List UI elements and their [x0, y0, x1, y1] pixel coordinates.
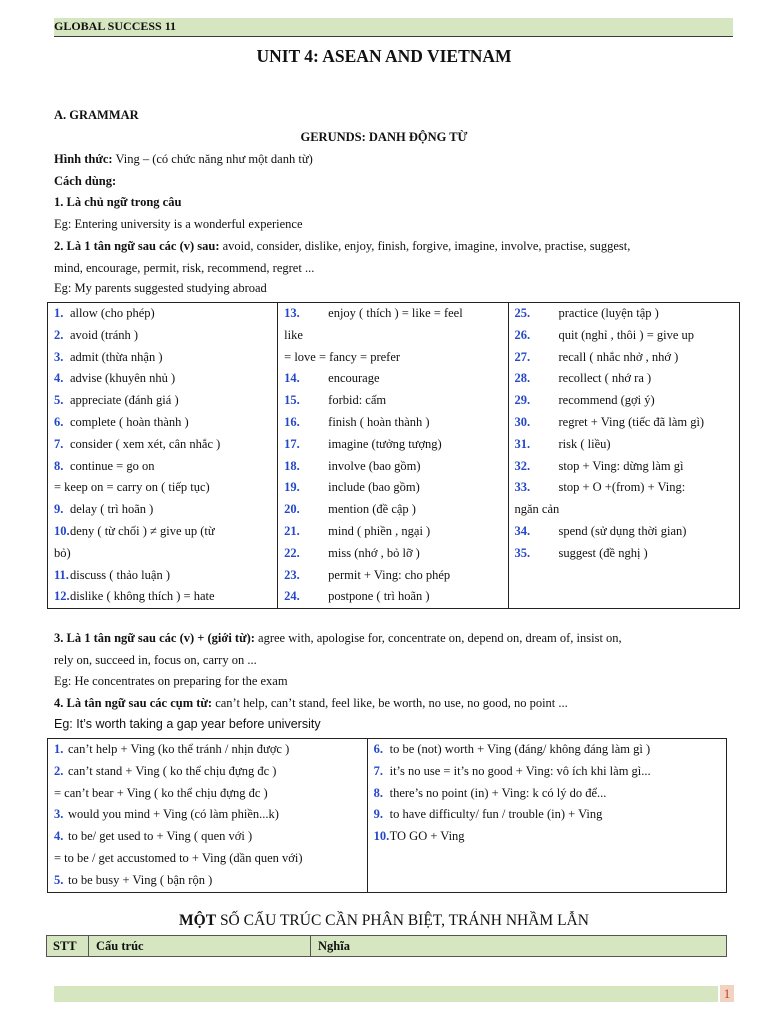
list-item	[509, 303, 740, 325]
item-text: = can’t bear + Ving ( ko thể chịu đựng đc )	[54, 785, 268, 800]
item-number: 23.	[284, 567, 300, 582]
gerunds-title: GERUNDS: DANH ĐỘNG TỪ	[300, 130, 468, 144]
item-text: TO GO + Ving	[389, 829, 465, 844]
item-number: 8.	[373, 785, 383, 800]
item-number: 17.	[284, 436, 300, 451]
form-label: Hình thức:	[54, 152, 113, 166]
list-item	[48, 870, 367, 892]
item-text: quit (nghỉ , thôi ) = give up	[558, 327, 695, 342]
list-item	[509, 412, 740, 434]
item-text: spend (sử dụng thời gian)	[558, 523, 687, 538]
item-text: dislike ( không thích ) = hate	[70, 589, 215, 604]
list-item	[509, 543, 740, 565]
item-text: there’s no point (in) + Ving: k có lý do để...	[389, 785, 607, 800]
item-number: 32.	[514, 458, 531, 473]
list-item	[278, 325, 507, 347]
item-text: mention (đề cập )	[328, 502, 416, 517]
item-text: enjoy ( thích ) = like = feel	[328, 306, 463, 320]
use4-example: Eg: It’s worth taking a gap year before university	[54, 717, 321, 731]
use1-example: Eg: Entering university is a wonderful experience	[54, 217, 303, 231]
list-item	[48, 499, 277, 521]
item-number: 9.	[54, 502, 64, 517]
item-text: stop + O +(from) + Ving:	[558, 480, 686, 495]
list-item	[509, 325, 740, 347]
list-item	[368, 826, 726, 848]
item-number: 3.	[54, 349, 64, 364]
item-text: include (bao gồm)	[328, 480, 420, 495]
item-number: 21.	[284, 523, 300, 538]
list-item	[278, 565, 507, 587]
structures-title-rest: SỐ CẤU TRÚC CẦN PHÂN BIỆT, TRÁNH NHẦM LẪN	[216, 912, 589, 929]
list-item	[278, 456, 507, 478]
verbs-col3	[508, 303, 740, 609]
structures-table-header	[46, 935, 727, 957]
col-stt: STT	[53, 939, 77, 953]
item-number: 26.	[514, 327, 531, 342]
item-text: involve (bao gồm)	[328, 458, 421, 473]
item-text: miss (nhớ , bỏ lỡ )	[328, 545, 420, 560]
item-number: 2.	[54, 327, 64, 342]
use1-heading: 1. Là chủ ngữ trong câu	[54, 195, 182, 209]
item-number: 16.	[284, 414, 300, 429]
use3-example: Eg: He concentrates on preparing for the exam	[54, 674, 288, 688]
item-text: complete ( hoàn thành )	[70, 414, 189, 429]
list-item	[278, 434, 507, 456]
list-item	[278, 390, 507, 412]
item-text: recollect ( nhớ ra )	[558, 371, 652, 386]
list-item	[278, 543, 507, 565]
item-number: 12.	[54, 589, 70, 604]
form-text: Ving – (có chức năng như một danh từ)	[112, 152, 313, 166]
use4-text: can’t help, can’t stand, feel like, be worth, no use, no good, no point ...	[212, 696, 568, 710]
item-number: 33.	[514, 480, 531, 495]
item-text: suggest (đề nghị )	[558, 545, 648, 560]
use2-example: Eg: My parents suggested studying abroad	[54, 281, 267, 295]
item-number: 1.	[54, 306, 64, 320]
item-text: risk ( liều)	[558, 436, 611, 451]
list-item	[368, 804, 726, 826]
list-item	[48, 783, 367, 805]
footer-band	[54, 986, 718, 1002]
verbs-col2	[278, 303, 508, 609]
item-number: 31.	[514, 436, 531, 451]
item-text: imagine (tưởng tượng)	[328, 436, 442, 451]
item-number: 9.	[373, 807, 383, 822]
list-item	[48, 543, 277, 565]
list-item	[278, 499, 507, 521]
item-number: 5.	[54, 872, 64, 887]
item-number: 29.	[514, 393, 531, 408]
item-number: 8.	[54, 458, 64, 473]
section-a-heading: A. GRAMMAR	[54, 108, 139, 122]
list-item	[368, 761, 726, 783]
item-number: 34.	[514, 523, 531, 538]
item-number: 27.	[514, 349, 531, 364]
use3-text1: agree with, apologise for, concentrate on, depend on, dream of, insist on,	[254, 631, 622, 645]
item-text: can’t stand + Ving ( ko thể chịu đựng đc )	[68, 763, 277, 778]
item-number: 10.	[54, 523, 70, 538]
item-text: deny ( từ chối ) ≠ give up (từ	[70, 523, 215, 538]
verbs-col1	[48, 303, 278, 609]
item-number: 4.	[54, 371, 64, 386]
list-item	[48, 347, 277, 369]
item-text: permit + Ving: cho phép	[328, 567, 451, 582]
item-number: 24.	[284, 589, 300, 604]
item-text: = to be / get accustomed to + Ving (dần quen với)	[54, 850, 303, 865]
item-number: 13.	[284, 306, 300, 320]
item-text: advise (khuyên nhủ )	[70, 371, 176, 386]
item-number: 35.	[514, 545, 531, 560]
item-number: 20.	[284, 502, 300, 517]
col-structure: Cấu trúc	[96, 939, 144, 953]
list-item	[509, 434, 740, 456]
list-item	[368, 739, 726, 761]
form-line	[54, 152, 313, 167]
item-text: discuss ( thảo luận )	[70, 567, 170, 582]
list-item	[48, 434, 277, 456]
use3-line1	[54, 631, 622, 646]
list-item	[48, 368, 277, 390]
list-item	[509, 456, 740, 478]
list-item	[278, 586, 507, 608]
item-text: stop + Ving: dừng làm gì	[558, 458, 684, 473]
item-text: avoid (tránh )	[70, 327, 139, 342]
item-text: consider ( xem xét, cân nhắc )	[70, 436, 221, 451]
list-item	[48, 586, 277, 608]
list-item	[278, 412, 507, 434]
list-item	[509, 477, 740, 499]
use2-heading: 2. Là 1 tân ngữ sau các (v) sau:	[54, 239, 220, 253]
item-number: 7.	[373, 763, 383, 778]
item-text: would you mind + Ving (có làm phiền...k)	[68, 807, 279, 822]
item-text: bỏ)	[54, 545, 71, 560]
page-number: 1	[720, 985, 734, 1002]
list-item	[278, 521, 507, 543]
list-item	[509, 347, 740, 369]
list-item	[48, 739, 367, 761]
list-item	[278, 303, 507, 325]
list-item	[48, 456, 277, 478]
list-item	[509, 390, 740, 412]
item-number: 22.	[284, 545, 300, 560]
phrases-right-col	[367, 739, 726, 893]
item-number: 19.	[284, 480, 300, 495]
item-text: finish ( hoàn thành )	[328, 414, 430, 429]
item-text: postpone ( trì hoãn )	[328, 589, 430, 604]
item-text: allow (cho phép)	[70, 306, 155, 320]
item-text: can’t help + Ving (ko thể tránh / nhịn được )	[68, 742, 290, 756]
item-number: 18.	[284, 458, 300, 473]
item-text: forbid: cấm	[328, 393, 387, 408]
verbs-table	[47, 302, 740, 609]
col-divider	[310, 936, 311, 956]
list-item	[48, 826, 367, 848]
use2-line1	[54, 239, 630, 254]
item-number: 11.	[54, 567, 69, 582]
item-text: mind ( phiền , ngại )	[328, 523, 431, 538]
list-item	[278, 347, 507, 369]
item-number: 30.	[514, 414, 531, 429]
use3-heading: 3. Là 1 tân ngữ sau các (v) + (giới từ):	[54, 631, 255, 645]
item-text: recommend (gợi ý)	[558, 393, 655, 408]
use3-text2: rely on, succeed in, focus on, carry on ...	[54, 653, 257, 667]
item-number: 7.	[54, 436, 64, 451]
list-item	[48, 303, 277, 325]
item-number: 14.	[284, 371, 300, 386]
item-text: appreciate (đánh giá )	[70, 393, 179, 408]
list-item	[509, 368, 740, 390]
item-number: 2.	[54, 763, 64, 778]
item-number: 4.	[54, 829, 64, 844]
item-number: 28.	[514, 371, 531, 386]
item-text: continue = go on	[70, 458, 155, 473]
item-text: to have difficulty/ fun / trouble (in) + Ving	[389, 807, 603, 822]
structures-title-bold: MỘT	[179, 912, 217, 929]
item-number: 5.	[54, 393, 64, 408]
use4-heading: 4. Là tân ngữ sau các cụm từ:	[54, 696, 213, 710]
item-text: delay ( trì hoãn )	[70, 502, 154, 517]
list-item	[48, 848, 367, 870]
list-item	[48, 412, 277, 434]
item-number: 3.	[54, 807, 64, 822]
item-text: = keep on = carry on ( tiếp tục)	[54, 480, 210, 495]
item-number: 25.	[514, 306, 531, 320]
list-item	[509, 521, 740, 543]
list-item	[48, 521, 277, 543]
item-text: admit (thừa nhận )	[70, 349, 163, 364]
list-item	[368, 783, 726, 805]
phrases-left-col	[48, 739, 368, 893]
page-title: UNIT 4: ASEAN AND VIETNAM	[256, 46, 512, 66]
item-number: 15.	[284, 393, 300, 408]
item-text: encourage	[328, 371, 380, 386]
item-text: ngăn cản	[514, 502, 560, 517]
item-number: 10.	[373, 829, 390, 844]
item-number: 6.	[373, 742, 383, 756]
item-text: to be (not) worth + Ving (đáng/ không đáng làm gì )	[389, 742, 651, 756]
list-item	[509, 499, 740, 521]
use2-text1: avoid, consider, dislike, enjoy, finish, forgive, imagine, involve, practise, suggest,	[219, 239, 631, 253]
list-item	[48, 477, 277, 499]
col-meaning: Nghĩa	[318, 939, 350, 953]
item-number: 1.	[54, 742, 64, 756]
item-text: to be busy + Ving ( bận rộn )	[68, 872, 213, 887]
item-text: like	[284, 327, 303, 342]
item-text: recall ( nhắc nhở , nhớ )	[558, 349, 679, 364]
list-item	[48, 565, 277, 587]
col-divider	[88, 936, 89, 956]
item-text: = love = fancy = prefer	[284, 349, 401, 364]
item-text: to be/ get used to + Ving ( quen với )	[68, 829, 253, 844]
item-number: 6.	[54, 414, 64, 429]
use2-text2: mind, encourage, permit, risk, recommend, regret ...	[54, 261, 315, 275]
list-item	[48, 325, 277, 347]
usage-label: Cách dùng:	[54, 174, 117, 188]
header-label: GLOBAL SUCCESS 11	[54, 19, 177, 33]
use4-line	[54, 696, 568, 711]
list-item	[48, 390, 277, 412]
list-item	[278, 368, 507, 390]
list-item	[278, 477, 507, 499]
list-item	[48, 804, 367, 826]
phrases-table	[47, 738, 727, 893]
structures-title	[0, 912, 768, 930]
list-item	[48, 761, 367, 783]
item-text: regret + Ving (tiếc đã làm gì)	[558, 414, 705, 429]
item-text: it’s no use = it’s no good + Ving: vô ích khi làm gì...	[389, 763, 651, 778]
item-text: practice (luyện tập )	[558, 306, 659, 320]
